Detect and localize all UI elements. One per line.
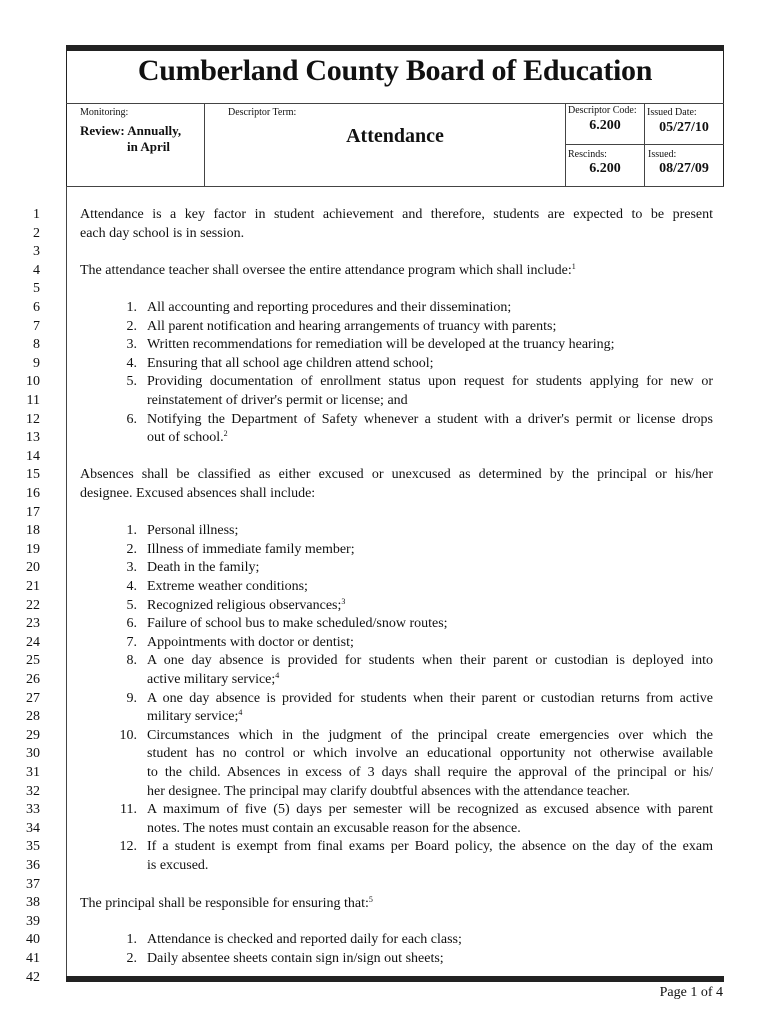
list-item-number: 7. [126, 634, 137, 650]
line-number: 27 [26, 690, 40, 706]
line-number: 30 [26, 746, 40, 762]
line-number: 4 [33, 262, 40, 278]
header-cell-divider [565, 144, 724, 145]
line-number: 34 [26, 820, 40, 836]
list-item-number: 2. [126, 951, 137, 966]
paragraph-line: Attendance is a key factor in student achievement and therefore, students are expected to be present [80, 207, 713, 222]
page-number: Page 1 of 4 [659, 985, 723, 1000]
list-item-text: her designee. The principal may clarify doubtful absences with the attendance teacher. [147, 783, 630, 799]
list-item-text: All accounting and reporting procedures and their dissemination; [147, 300, 512, 315]
line-number: 41 [26, 951, 40, 966]
line-number: 29 [26, 727, 40, 743]
list-item-number: 5. [126, 597, 137, 613]
list-item-text: Circumstances which in the judgment of the principal create emergencies over which the [147, 727, 713, 743]
list-item-number: 2. [126, 318, 137, 334]
issued-date-label: Issued Date: [647, 107, 697, 118]
list-item-text: Recognized religious observances;$^3$ [147, 596, 346, 613]
rescinds-label: Rescinds: [568, 149, 607, 160]
line-number: 31 [26, 765, 40, 780]
issued-label: Issued: [648, 149, 677, 160]
paragraph-line: Absences shall be classified as either excused or unexcused as determined by the principal or his/her [80, 467, 713, 482]
descriptor-code: 6.200 [589, 118, 621, 133]
line-number: 22 [26, 597, 40, 613]
line-number: 39 [26, 913, 40, 929]
descriptor-code-label: Descriptor Code: [568, 105, 637, 116]
footer-rule [66, 976, 724, 982]
line-number: 38 [26, 895, 40, 911]
footnote-ref: 4 [275, 671, 280, 680]
list-item-text: active military service;$^4$ [147, 671, 280, 687]
line-number: 36 [26, 858, 40, 873]
line-number: 17 [26, 504, 40, 520]
list-item-number: 3. [126, 560, 137, 576]
line-number: 2 [33, 225, 40, 241]
list-item-text: Daily absentee sheets contain sign in/sign out sheets; [147, 951, 444, 966]
line-number: 19 [26, 541, 40, 557]
footnote-ref: 5 [368, 895, 373, 904]
footnote-ref: 3 [341, 596, 346, 606]
issued-date: 05/27/10 [659, 120, 709, 135]
list-item-number: 10. [119, 727, 137, 743]
line-number: 14 [26, 448, 40, 464]
line-number: 8 [33, 337, 40, 353]
line-number: 25 [26, 653, 40, 669]
list-item-number: 5. [126, 374, 137, 390]
list-item-number: 4. [126, 355, 137, 371]
list-item-number: 8. [126, 653, 137, 669]
list-item-text: Ensuring that all school age children attend school; [147, 355, 434, 371]
review-line-2: in April [127, 139, 170, 154]
line-number: 1 [33, 207, 40, 222]
list-item-number: 6. [126, 616, 137, 632]
paragraph-line: each day school is in session. [80, 226, 245, 241]
footnote-ref: 1 [571, 262, 576, 271]
line-number: 11 [26, 393, 40, 408]
line-number: 18 [26, 523, 40, 539]
line-number: 24 [26, 634, 40, 650]
line-number: 42 [26, 969, 40, 985]
line-number: 3 [33, 244, 40, 260]
paragraph-line: The principal shall be responsible for ensuring that:$^5$ [80, 895, 373, 911]
line-number: 40 [26, 932, 40, 948]
line-number: 21 [26, 579, 40, 594]
line-number: 37 [26, 876, 40, 892]
descriptor-term-label: Descriptor Term: [228, 107, 297, 118]
header-divider [66, 103, 724, 104]
list-item-text: Personal illness; [147, 523, 239, 539]
line-number: 33 [26, 802, 40, 818]
list-item-number: 9. [126, 690, 137, 706]
header-bottom-divider [66, 186, 724, 187]
line-number: 26 [26, 672, 40, 687]
issued-value: 08/27/09 [659, 161, 709, 176]
line-number: 6 [33, 300, 40, 315]
list-item-text: military service;$^4$ [147, 708, 243, 725]
line-number: 20 [26, 560, 40, 576]
list-item-number: 3. [126, 337, 137, 353]
list-item-number: 11. [120, 802, 137, 818]
line-number: 5 [33, 281, 40, 297]
line-number: 12 [26, 411, 40, 427]
list-item-text: is excused. [147, 858, 209, 873]
line-number: 15 [26, 467, 40, 483]
paragraph-line: designee. Excused absences shall include: [80, 486, 316, 501]
line-number: 13 [26, 430, 40, 446]
list-item-number: 2. [126, 541, 137, 557]
list-item-text: to the child. Absences in excess of 3 days shall require the approval of the principal or his/ [147, 765, 713, 780]
list-item-text: Appointments with doctor or dentist; [147, 634, 354, 650]
body-left-border [66, 186, 67, 982]
list-item-text: Written recommendations for remediation will be developed at the truancy hearing; [147, 337, 615, 353]
list-item-text: Notifying the Department of Safety whenever a student with a driver's permit or license drops [147, 411, 713, 427]
list-item-text: Providing documentation of enrollment status upon request for students applying for new or [147, 374, 713, 390]
list-item-text: If a student is exempt from final exams per Board policy, the absence on the day of the exam [147, 839, 713, 855]
list-item-text: reinstatement of driver's permit or license; and [147, 393, 408, 408]
review-line-1: Review: Annually, [80, 123, 182, 138]
list-item-text: Attendance is checked and reported daily for each class; [147, 932, 462, 948]
list-item-number: 1. [126, 300, 137, 315]
document-title: Cumberland County Board of Education [137, 54, 653, 87]
list-item-text: All parent notification and hearing arrangements of truancy with parents; [147, 318, 557, 334]
list-item-text: Illness of immediate family member; [147, 541, 355, 557]
line-number: 9 [33, 355, 40, 371]
line-number: 16 [26, 486, 40, 501]
line-number: 7 [33, 318, 40, 334]
line-number: 32 [26, 783, 40, 799]
list-item-text: Death in the family; [147, 560, 260, 576]
list-item-text: student has no control or which involve an educational opportunity not otherwise available [147, 746, 713, 762]
footnote-ref: 4 [238, 708, 243, 718]
list-item-text: A one day absence is provided for students when their parent or custodian is deployed into [147, 653, 713, 669]
line-number: 23 [26, 616, 40, 632]
line-number: 10 [26, 374, 40, 390]
line-number: 35 [26, 839, 40, 855]
list-item-number: 1. [126, 932, 137, 948]
list-item-text: Extreme weather conditions; [147, 579, 308, 594]
list-item-text: A maximum of five (5) days per semester will be recognized as excused absence with parent [147, 802, 713, 818]
list-item-text: out of school.$^2$ [147, 429, 228, 446]
line-number: 28 [26, 709, 40, 725]
rescinds-value: 6.200 [589, 161, 621, 176]
monitoring-label: Monitoring: [80, 107, 129, 118]
list-item-number: 1. [126, 523, 137, 539]
list-item-number: 12. [119, 839, 137, 855]
footnote-ref: 2 [223, 429, 228, 439]
descriptor-term: Attendance [346, 125, 444, 147]
paragraph-line: The attendance teacher shall oversee the entire attendance program which shall include:$^1$ [80, 262, 576, 278]
list-item-text: Failure of school bus to make scheduled/snow routes; [147, 616, 448, 632]
list-item-text: notes. The notes must contain an excusable reason for the absence. [147, 820, 521, 836]
list-item-number: 6. [126, 411, 137, 427]
list-item-text: A one day absence is provided for students when their parent or custodian returns from active [147, 690, 713, 706]
list-item-number: 4. [126, 579, 137, 594]
header-top-rule [66, 45, 724, 51]
